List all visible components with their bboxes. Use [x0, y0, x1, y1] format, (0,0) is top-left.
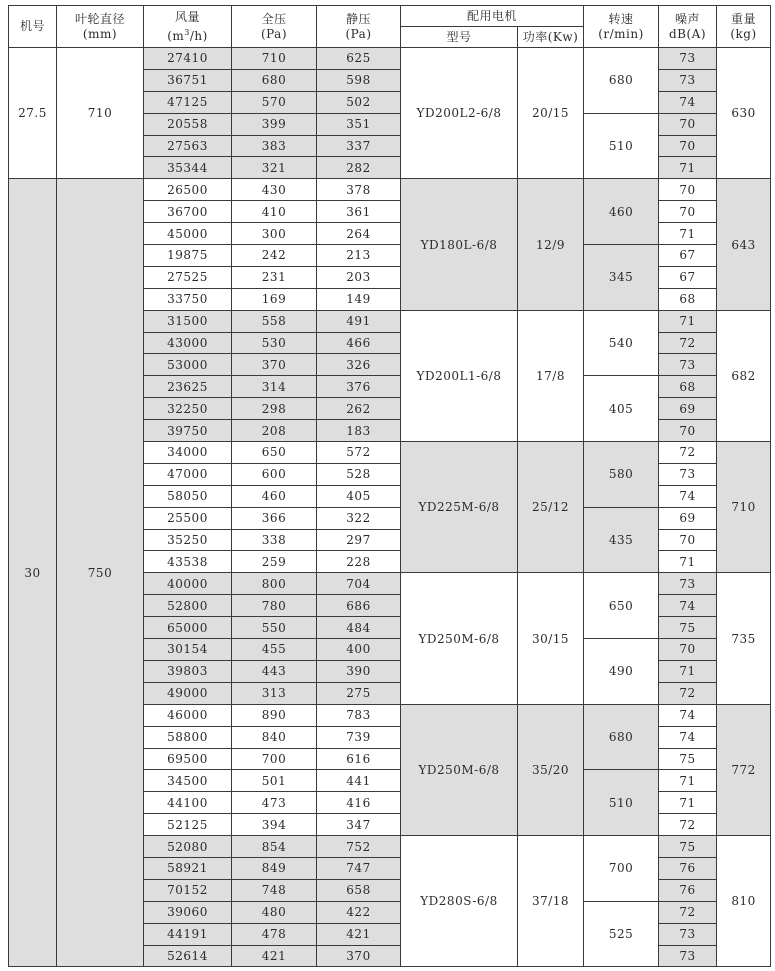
weight-cell: 772 [717, 704, 771, 835]
noise-cell: 71 [659, 792, 717, 814]
header-machine-no: 机号 [9, 6, 57, 48]
static-pressure-cell: 405 [317, 485, 401, 507]
speed-cell: 700 [584, 836, 659, 902]
airflow-cell: 58800 [144, 726, 232, 748]
airflow-cell: 43000 [144, 332, 232, 354]
total-pressure-cell: 570 [232, 91, 317, 113]
total-pressure-cell: 394 [232, 814, 317, 836]
total-pressure-cell: 558 [232, 310, 317, 332]
noise-cell: 75 [659, 748, 717, 770]
total-pressure-cell: 313 [232, 682, 317, 704]
noise-cell: 74 [659, 726, 717, 748]
noise-cell: 71 [659, 770, 717, 792]
speed-cell: 460 [584, 179, 659, 245]
total-pressure-cell: 473 [232, 792, 317, 814]
machine-no-cell: 27.5 [9, 48, 57, 179]
static-pressure-cell: 228 [317, 551, 401, 573]
airflow-cell: 20558 [144, 113, 232, 135]
total-pressure-cell: 259 [232, 551, 317, 573]
static-pressure-cell: 491 [317, 310, 401, 332]
speed-cell: 435 [584, 507, 659, 573]
motor-power-cell: 12/9 [518, 179, 584, 310]
total-pressure-cell: 748 [232, 879, 317, 901]
weight-cell: 710 [717, 442, 771, 573]
total-pressure-cell: 530 [232, 332, 317, 354]
header-speed: 转速 (r/min) [584, 6, 659, 48]
noise-cell: 73 [659, 354, 717, 376]
speed-cell: 510 [584, 113, 659, 179]
noise-cell: 72 [659, 682, 717, 704]
noise-cell: 74 [659, 704, 717, 726]
static-pressure-cell: 421 [317, 923, 401, 945]
weight-cell: 735 [717, 573, 771, 704]
motor-model-cell: YD250M-6/8 [401, 704, 518, 835]
speed-cell: 650 [584, 573, 659, 639]
noise-cell: 71 [659, 223, 717, 245]
total-pressure-cell: 399 [232, 113, 317, 135]
total-pressure-cell: 460 [232, 485, 317, 507]
static-pressure-cell: 370 [317, 945, 401, 967]
total-pressure-cell: 840 [232, 726, 317, 748]
static-pressure-cell: 739 [317, 726, 401, 748]
speed-cell: 510 [584, 770, 659, 836]
static-pressure-cell: 502 [317, 91, 401, 113]
airflow-cell: 69500 [144, 748, 232, 770]
motor-power-cell: 35/20 [518, 704, 584, 835]
airflow-cell: 39750 [144, 420, 232, 442]
speed-cell: 525 [584, 901, 659, 967]
static-pressure-cell: 572 [317, 442, 401, 464]
airflow-cell: 39060 [144, 901, 232, 923]
total-pressure-cell: 421 [232, 945, 317, 967]
airflow-cell: 47125 [144, 91, 232, 113]
noise-cell: 70 [659, 135, 717, 157]
total-pressure-cell: 600 [232, 463, 317, 485]
total-pressure-cell: 710 [232, 48, 317, 70]
airflow-cell: 27563 [144, 135, 232, 157]
noise-cell: 73 [659, 69, 717, 91]
airflow-cell: 40000 [144, 573, 232, 595]
total-pressure-cell: 231 [232, 266, 317, 288]
airflow-cell: 52800 [144, 595, 232, 617]
total-pressure-cell: 890 [232, 704, 317, 726]
motor-model-cell: YD280S-6/8 [401, 836, 518, 967]
speed-cell: 540 [584, 310, 659, 376]
airflow-cell: 65000 [144, 617, 232, 639]
airflow-cell: 43538 [144, 551, 232, 573]
header-motor-power: 功率(Kw) [518, 27, 584, 48]
motor-model-cell: YD200L2-6/8 [401, 48, 518, 179]
static-pressure-cell: 416 [317, 792, 401, 814]
airflow-cell: 35344 [144, 157, 232, 179]
noise-cell: 70 [659, 420, 717, 442]
total-pressure-cell: 800 [232, 573, 317, 595]
speed-cell: 345 [584, 245, 659, 311]
header-noise: 噪声 dB(A) [659, 6, 717, 48]
static-pressure-cell: 297 [317, 529, 401, 551]
static-pressure-cell: 390 [317, 660, 401, 682]
noise-cell: 69 [659, 507, 717, 529]
header-total-pressure: 全压 (Pa) [232, 6, 317, 48]
static-pressure-cell: 422 [317, 901, 401, 923]
airflow-cell: 49000 [144, 682, 232, 704]
static-pressure-cell: 378 [317, 179, 401, 201]
airflow-cell: 46000 [144, 704, 232, 726]
total-pressure-cell: 242 [232, 245, 317, 267]
airflow-cell: 52125 [144, 814, 232, 836]
header-airflow: 风量 $(m^3/h)$ [144, 6, 232, 48]
weight-cell: 682 [717, 310, 771, 441]
table-row [9, 179, 771, 201]
airflow-cell: 58921 [144, 857, 232, 879]
speed-cell: 680 [584, 704, 659, 770]
total-pressure-cell: 321 [232, 157, 317, 179]
total-pressure-cell: 208 [232, 420, 317, 442]
static-pressure-cell: 752 [317, 836, 401, 858]
total-pressure-cell: 480 [232, 901, 317, 923]
static-pressure-cell: 466 [317, 332, 401, 354]
static-pressure-cell: 262 [317, 398, 401, 420]
airflow-cell: 52080 [144, 836, 232, 858]
airflow-cell: 44191 [144, 923, 232, 945]
static-pressure-cell: 326 [317, 354, 401, 376]
total-pressure-cell: 370 [232, 354, 317, 376]
speed-cell: 405 [584, 376, 659, 442]
airflow-cell: 19875 [144, 245, 232, 267]
airflow-cell: 30154 [144, 639, 232, 661]
static-pressure-cell: 625 [317, 48, 401, 70]
static-pressure-cell: 264 [317, 223, 401, 245]
fan-spec-table [8, 5, 771, 967]
total-pressure-cell: 314 [232, 376, 317, 398]
noise-cell: 73 [659, 48, 717, 70]
static-pressure-cell: 322 [317, 507, 401, 529]
total-pressure-cell: 501 [232, 770, 317, 792]
header-weight: 重量 (kg) [717, 6, 771, 48]
motor-power-cell: 37/18 [518, 836, 584, 967]
header-static-pressure: 静压 (Pa) [317, 6, 401, 48]
airflow-cell: 31500 [144, 310, 232, 332]
noise-cell: 70 [659, 113, 717, 135]
airflow-cell: 27525 [144, 266, 232, 288]
speed-cell: 490 [584, 639, 659, 705]
airflow-cell: 33750 [144, 288, 232, 310]
total-pressure-cell: 849 [232, 857, 317, 879]
noise-cell: 75 [659, 617, 717, 639]
total-pressure-cell: 338 [232, 529, 317, 551]
noise-cell: 72 [659, 332, 717, 354]
total-pressure-cell: 383 [232, 135, 317, 157]
static-pressure-cell: 441 [317, 770, 401, 792]
header-impeller-diameter: 叶轮直径 (mm) [57, 6, 144, 48]
noise-cell: 70 [659, 201, 717, 223]
total-pressure-cell: 780 [232, 595, 317, 617]
total-pressure-cell: 478 [232, 923, 317, 945]
static-pressure-cell: 282 [317, 157, 401, 179]
header-motor-model: 型号 [401, 27, 518, 48]
static-pressure-cell: 337 [317, 135, 401, 157]
noise-cell: 71 [659, 310, 717, 332]
noise-cell: 72 [659, 814, 717, 836]
noise-cell: 74 [659, 485, 717, 507]
noise-cell: 73 [659, 945, 717, 967]
noise-cell: 67 [659, 266, 717, 288]
airflow-cell: 23625 [144, 376, 232, 398]
motor-model-cell: YD225M-6/8 [401, 442, 518, 573]
static-pressure-cell: 149 [317, 288, 401, 310]
noise-cell: 68 [659, 376, 717, 398]
weight-cell: 643 [717, 179, 771, 310]
static-pressure-cell: 598 [317, 69, 401, 91]
static-pressure-cell: 528 [317, 463, 401, 485]
airflow-cell: 52614 [144, 945, 232, 967]
noise-cell: 71 [659, 551, 717, 573]
weight-cell: 630 [717, 48, 771, 179]
total-pressure-cell: 650 [232, 442, 317, 464]
static-pressure-cell: 747 [317, 857, 401, 879]
total-pressure-cell: 169 [232, 288, 317, 310]
noise-cell: 70 [659, 639, 717, 661]
noise-cell: 71 [659, 157, 717, 179]
motor-power-cell: 30/15 [518, 573, 584, 704]
noise-cell: 72 [659, 901, 717, 923]
noise-cell: 69 [659, 398, 717, 420]
motor-model-cell: YD180L-6/8 [401, 179, 518, 310]
airflow-cell: 34500 [144, 770, 232, 792]
noise-cell: 74 [659, 91, 717, 113]
static-pressure-cell: 783 [317, 704, 401, 726]
noise-cell: 71 [659, 660, 717, 682]
table-body [9, 48, 771, 967]
weight-cell: 810 [717, 836, 771, 967]
noise-cell: 72 [659, 442, 717, 464]
airflow-cell: 70152 [144, 879, 232, 901]
static-pressure-cell: 361 [317, 201, 401, 223]
noise-cell: 70 [659, 529, 717, 551]
airflow-cell: 36751 [144, 69, 232, 91]
machine-no-cell: 30 [9, 179, 57, 967]
airflow-cell: 34000 [144, 442, 232, 464]
static-pressure-cell: 275 [317, 682, 401, 704]
total-pressure-cell: 443 [232, 660, 317, 682]
static-pressure-cell: 376 [317, 376, 401, 398]
noise-cell: 76 [659, 879, 717, 901]
static-pressure-cell: 616 [317, 748, 401, 770]
noise-cell: 76 [659, 857, 717, 879]
airflow-cell: 35250 [144, 529, 232, 551]
total-pressure-cell: 455 [232, 639, 317, 661]
static-pressure-cell: 400 [317, 639, 401, 661]
speed-cell: 580 [584, 442, 659, 508]
noise-cell: 73 [659, 923, 717, 945]
airflow-cell: 36700 [144, 201, 232, 223]
airflow-cell: 39803 [144, 660, 232, 682]
airflow-cell: 45000 [144, 223, 232, 245]
airflow-cell: 53000 [144, 354, 232, 376]
airflow-cell: 44100 [144, 792, 232, 814]
static-pressure-cell: 658 [317, 879, 401, 901]
total-pressure-cell: 298 [232, 398, 317, 420]
noise-cell: 74 [659, 595, 717, 617]
total-pressure-cell: 700 [232, 748, 317, 770]
impeller-diameter-cell: 750 [57, 179, 144, 967]
total-pressure-cell: 430 [232, 179, 317, 201]
noise-cell: 75 [659, 836, 717, 858]
airflow-cell: 26500 [144, 179, 232, 201]
static-pressure-cell: 213 [317, 245, 401, 267]
static-pressure-cell: 351 [317, 113, 401, 135]
motor-power-cell: 25/12 [518, 442, 584, 573]
total-pressure-cell: 854 [232, 836, 317, 858]
motor-power-cell: 20/15 [518, 48, 584, 179]
airflow-cell: 47000 [144, 463, 232, 485]
airflow-cell: 32250 [144, 398, 232, 420]
noise-cell: 73 [659, 463, 717, 485]
noise-cell: 68 [659, 288, 717, 310]
total-pressure-cell: 300 [232, 223, 317, 245]
static-pressure-cell: 183 [317, 420, 401, 442]
total-pressure-cell: 550 [232, 617, 317, 639]
total-pressure-cell: 410 [232, 201, 317, 223]
static-pressure-cell: 203 [317, 266, 401, 288]
static-pressure-cell: 686 [317, 595, 401, 617]
total-pressure-cell: 680 [232, 69, 317, 91]
noise-cell: 73 [659, 573, 717, 595]
noise-cell: 67 [659, 245, 717, 267]
header-motor-group: 配用电机 [401, 6, 584, 27]
static-pressure-cell: 704 [317, 573, 401, 595]
static-pressure-cell: 484 [317, 617, 401, 639]
total-pressure-cell: 366 [232, 507, 317, 529]
motor-model-cell: YD250M-6/8 [401, 573, 518, 704]
table-row [9, 48, 771, 70]
speed-cell: 680 [584, 48, 659, 114]
airflow-cell: 25500 [144, 507, 232, 529]
impeller-diameter-cell: 710 [57, 48, 144, 179]
static-pressure-cell: 347 [317, 814, 401, 836]
motor-power-cell: 17/8 [518, 310, 584, 441]
noise-cell: 70 [659, 179, 717, 201]
airflow-cell: 58050 [144, 485, 232, 507]
motor-model-cell: YD200L1-6/8 [401, 310, 518, 441]
airflow-cell: 27410 [144, 48, 232, 70]
